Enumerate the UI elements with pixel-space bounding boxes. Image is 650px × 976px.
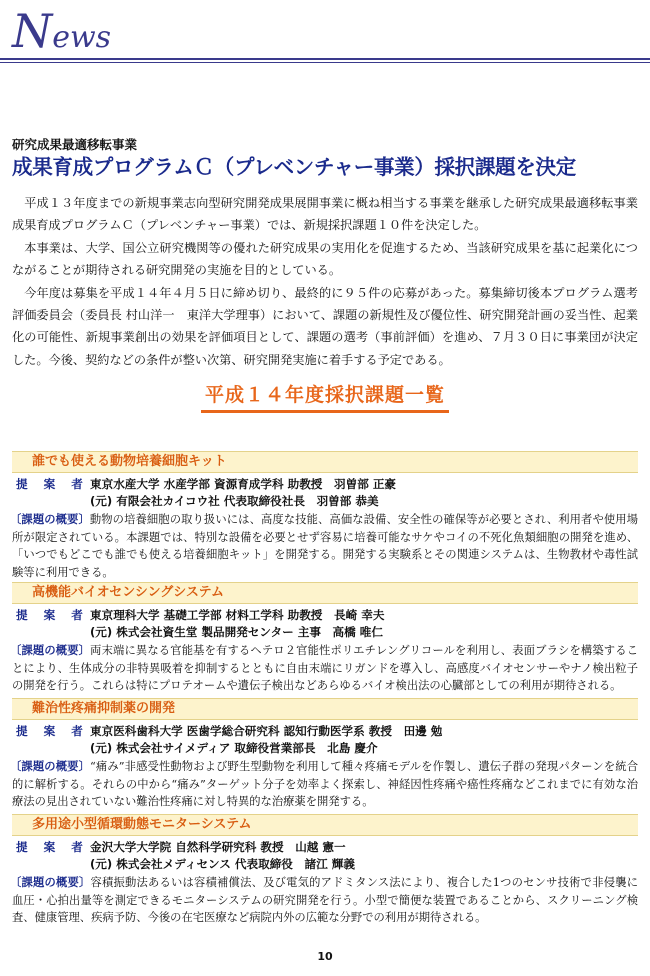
proposer-row	[12, 740, 638, 757]
project-title: 難治性疼痛抑制薬の開発	[12, 698, 638, 720]
proposer-row	[12, 723, 638, 740]
proposer-person: 田邊 勉	[403, 724, 443, 738]
project-title: 高機能バイオセンシングシステム	[12, 582, 638, 604]
proposer-row	[12, 624, 638, 641]
article-intro	[12, 192, 638, 371]
project-card	[12, 451, 638, 581]
logo-rest: ews	[52, 20, 112, 55]
intro-paragraph: 本事業は、大学、国公立研究機関等の優れた研究成果の実用化を促進するため、当該研究成果を基に起業化につながることが期待される研究開発の実施を目的としている。	[12, 240, 638, 278]
proposer-row	[12, 476, 638, 493]
header-rule	[0, 58, 650, 60]
list-title: 平成１４年度採択課題一覧	[201, 380, 449, 413]
proposer-row	[12, 839, 638, 856]
page-number: 10	[317, 950, 333, 963]
project-title: 多用途小型循環動態モニターシステム	[12, 814, 638, 836]
proposer-person: 山越 憲一	[295, 840, 346, 854]
list-title-block	[0, 380, 650, 413]
article-kicker: 研究成果最適移転事業	[12, 137, 138, 152]
summary-text: 両末端に異なる官能基を有するヘテロ２官能性ポリエチレングリコールを利用し、表面ブラシを構築することにより、生体成分の非特異吸着を抑制するとともに自由末端にリガンドを導入し、高感度バイオセンサーやナノ検出粒子の開発を行う。これらは特にプロテオームや遺伝子検出などあらゆるバイオ検出法の心臓部としての利用が期待される。	[12, 644, 638, 692]
proposer-org: 金沢大学大学院 自然科学研究科 教授	[90, 840, 284, 854]
article-headline: 成果育成プログラムＣ（プレベンチャー事業）採択課題を決定	[12, 155, 576, 179]
proposer-org: (元) 有限会社カイコウ社 代表取締役社長	[90, 494, 305, 508]
proposer-org: 東京水産大学 水産学部 資源育成学科 助教授	[90, 477, 323, 491]
project-title: 誰でも使える動物培養細胞キット	[12, 451, 638, 473]
proposer-org: (元) 株式会社メディセンス 代表取締役	[90, 857, 293, 871]
intro-paragraph: 今年度は募集を平成１４年４月５日に締め切り、最終的に９５件の応募があった。募集締切後本プログラム選考評価委員会（委員長 村山洋一 東洋大学理事）において、課題の新規性及び優位性、研究開発計画の妥当性、起業化の可能性、新規事業創出の効果を評価項目として、課題の選考（事前評価）を進め、７月３０日に事業団が決定した。今後、契約などの条件が整い次第、研究開発実施に着手する予定である。	[12, 285, 638, 367]
summary-text: “痛み”非感受性動物および野生型動物を利用して種々疼痛モデルを作製し、遺伝子群の発現パターンを統合的に解析する。それらの中から“痛み”ターゲット分子を効率よく探索し、神経因性疼痛や癌性疼痛などこれまでに有効な治療法の見出されていない難治性疼痛に対し特異的な治療薬を開発する。	[12, 760, 638, 808]
news-header	[0, 0, 650, 68]
proposer-label: 提 案 者	[16, 840, 89, 854]
summary-text: 容積振動法あるいは容積補償法、及び電気的アドミタンス法により、複合した1つのセンサ技術で非侵襲に血圧・心拍出量等を測定できるモニターシステムの研究開発を行う。小型で簡便な装置であることから、スクリーニング検査、健康管理、疾病予防、今後の在宅医療など病院内外の広範な分野での利用が期待される。	[12, 876, 638, 924]
project-summary	[12, 511, 638, 581]
proposer-org: 東京理科大学 基礎工学部 材料工学科 助教授	[90, 608, 323, 622]
proposer-org: (元) 株式会社資生堂 製品開発センター 主事	[90, 625, 321, 639]
proposer-person: 高橋 唯仁	[332, 625, 383, 639]
news-logo	[12, 6, 111, 63]
proposer-org: (元) 株式会社サイメディア 取締役営業部長	[90, 741, 316, 755]
proposer-row	[12, 493, 638, 510]
logo-letter: N	[12, 4, 53, 58]
project-summary	[12, 874, 638, 927]
summary-label: 〔課題の概要〕	[10, 760, 90, 773]
proposer-person: 長崎 幸夫	[334, 608, 385, 622]
summary-text: 動物の培養細胞の取り扱いには、高度な技能、高価な設備、安全性の確保等が必要とされ、利用者や使用場所が限定されている。本課題では、特別な設備を必要とせず容易に培養可能なサケやコイの不死化魚類細胞の開発を進め、「いつでもどこでも誰でも使える培養細胞キット」を開発する。開発する実験系とその関連システムは、生物教材や毒性試験等に利用できる。	[12, 513, 638, 579]
proposer-person: 羽曽部 正豪	[334, 477, 397, 491]
project-card	[12, 582, 638, 695]
summary-label: 〔課題の概要〕	[10, 644, 91, 657]
proposer-label: 提 案 者	[16, 608, 89, 622]
summary-label: 〔課題の概要〕	[10, 876, 91, 889]
proposer-label: 提 案 者	[16, 477, 89, 491]
proposer-row	[12, 607, 638, 624]
intro-paragraph: 平成１３年度までの新規事業志向型研究開発成果展開事業に概ね相当する事業を継承した研究成果最適移転事業 成果育成プログラムＣ（プレベンチャー事業）では、新規採択課題１０件を決定した。	[12, 196, 638, 233]
project-summary	[12, 758, 638, 811]
proposer-label: 提 案 者	[16, 724, 89, 738]
proposer-person: 諸江 輝義	[304, 857, 355, 871]
proposer-row	[12, 856, 638, 873]
proposer-person: 羽曽部 恭美	[316, 494, 379, 508]
project-summary	[12, 642, 638, 695]
project-card	[12, 814, 638, 927]
summary-label: 〔課題の概要〕	[10, 513, 90, 526]
proposer-person: 北島 慶介	[327, 741, 378, 755]
proposer-org: 東京医科歯科大学 医歯学総合研究科 認知行動医学系 教授	[90, 724, 392, 738]
header-rule-thin	[0, 62, 650, 63]
project-card	[12, 698, 638, 811]
